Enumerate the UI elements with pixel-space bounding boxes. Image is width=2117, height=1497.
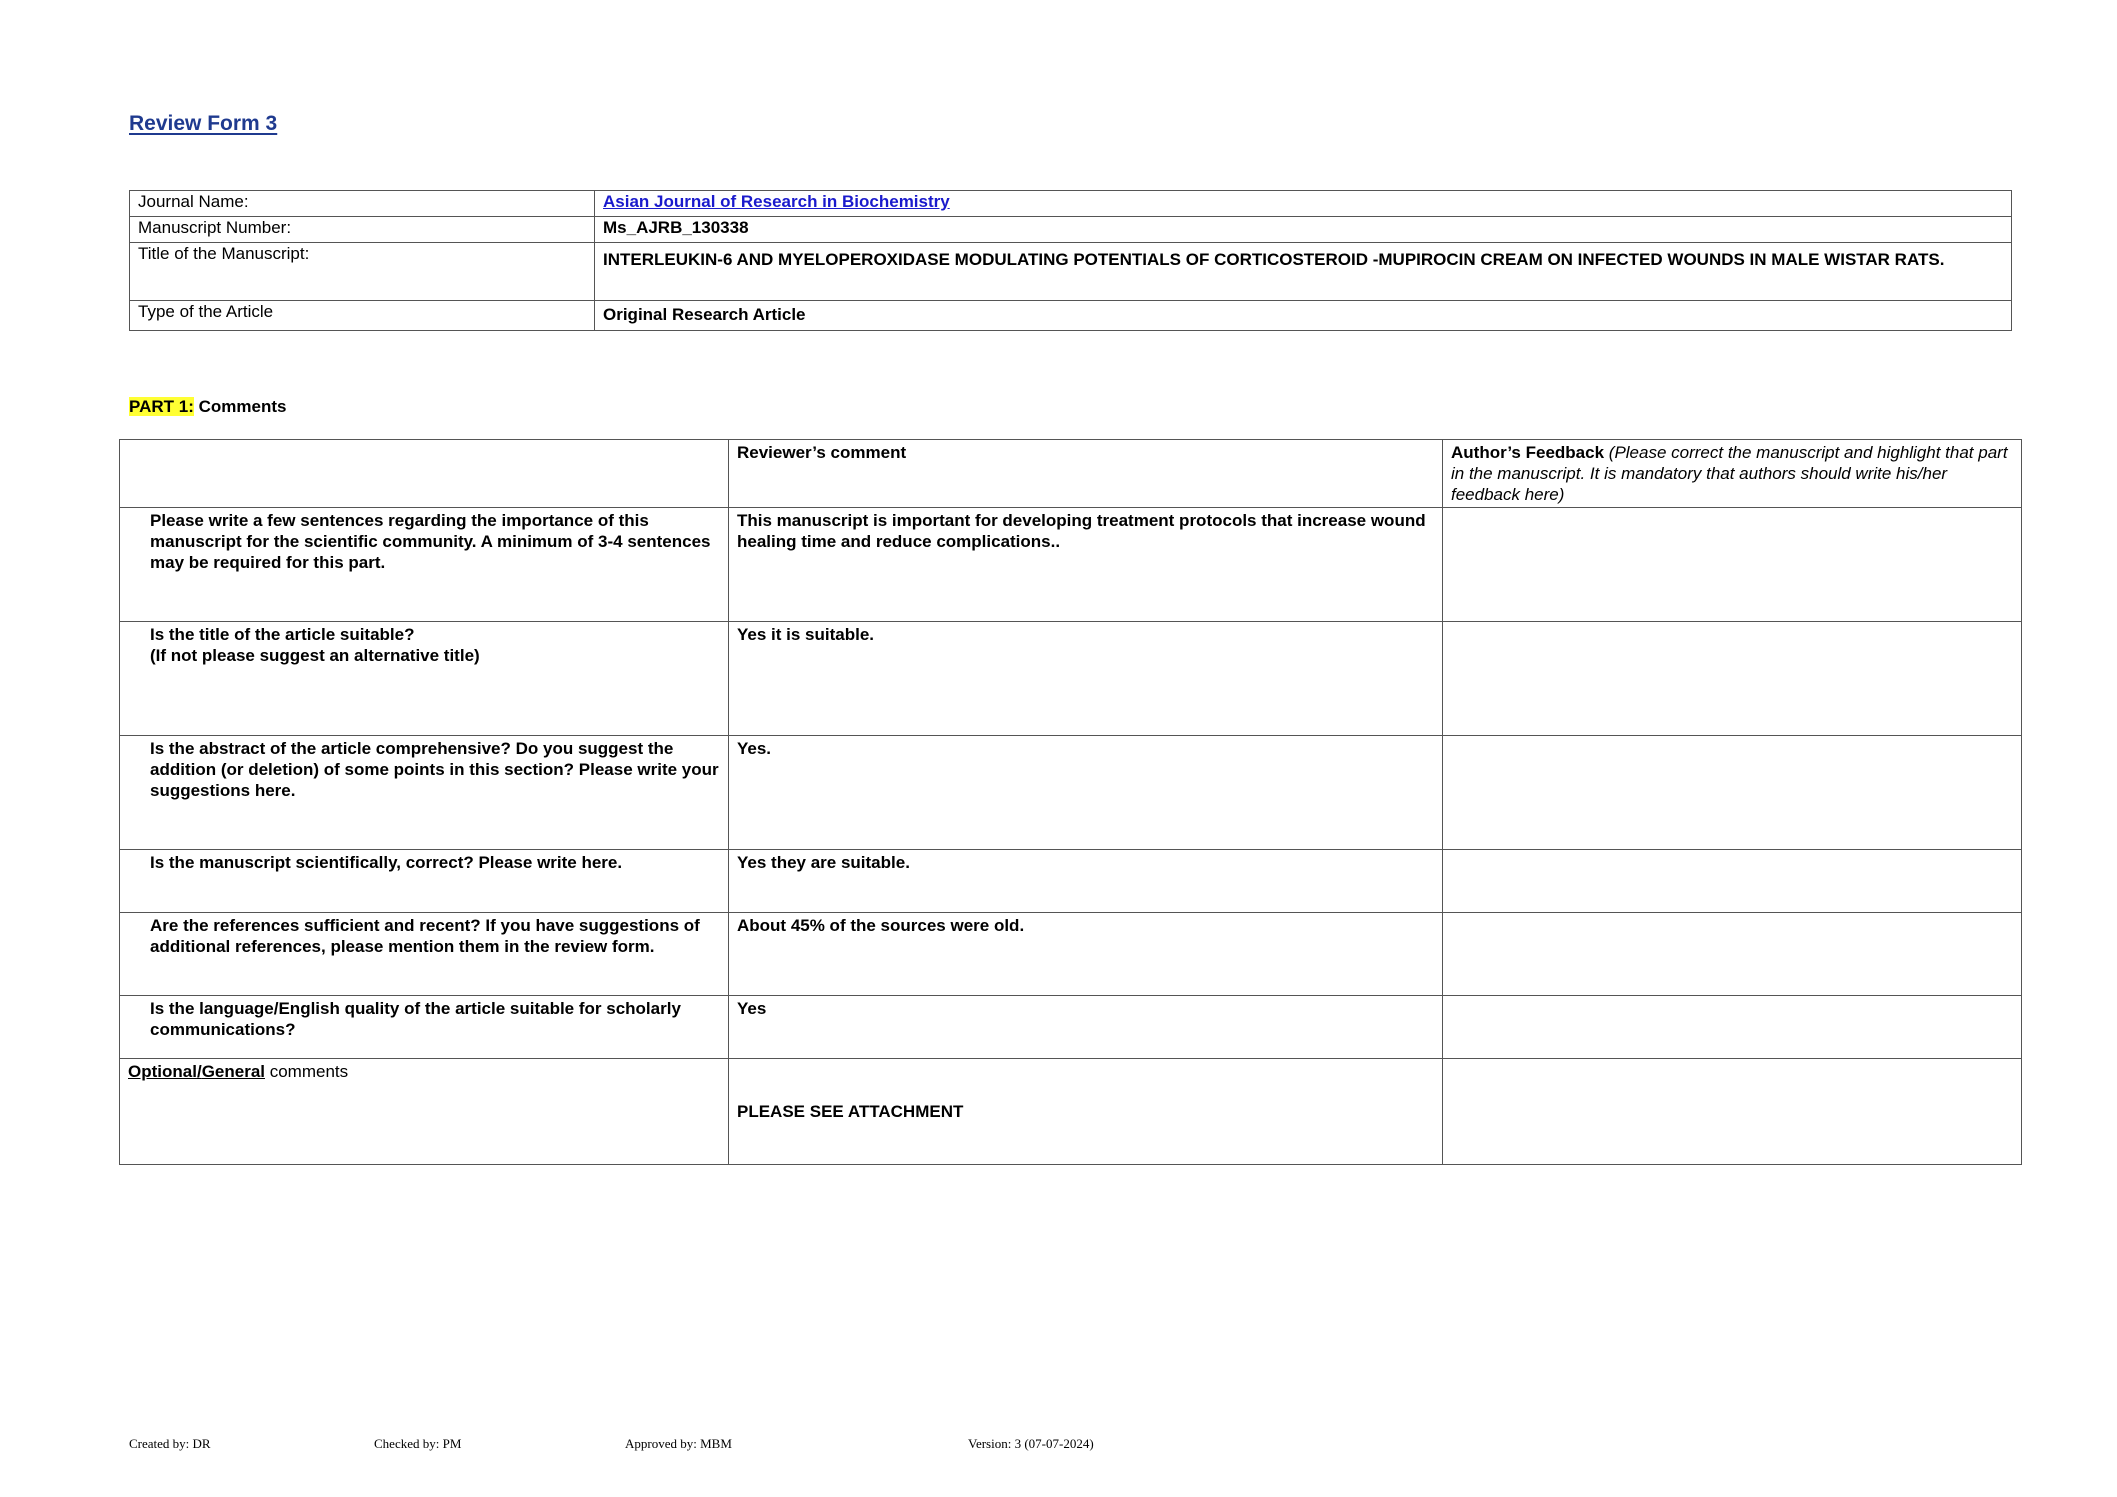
author-feedback-header xyxy=(1443,440,2022,508)
comments-word: comments xyxy=(265,1062,349,1081)
reviewer-answer-importance[interactable]: This manuscript is important for developing treatment protocols that increase wound healing time and reduce complications.. xyxy=(729,508,1443,622)
author-feedback-importance[interactable] xyxy=(1443,508,2022,622)
form-title: Review Form 3 xyxy=(129,112,278,135)
table-row xyxy=(120,622,2022,736)
journal-name-label: Journal Name: xyxy=(130,191,595,217)
author-feedback-instructions: (Please correct the manuscript and highlight that part in the manuscript. It is mandatory that authors should write his/her feedback here) xyxy=(1451,443,2008,504)
question-language: Is the language/English quality of the article suitable for scholarly communications? xyxy=(120,996,729,1059)
footer-version: Version: 3 (07-07-2024) xyxy=(968,1436,1094,1451)
question-title-line2: (If not please suggest an alternative title) xyxy=(150,646,480,665)
part1-label: PART 1: xyxy=(129,397,194,416)
reviewer-answer-abstract[interactable]: Yes. xyxy=(729,736,1443,850)
general-label: General xyxy=(201,1062,265,1081)
question-abstract: Is the abstract of the article comprehensive? Do you suggest the addition (or deletion) of some points in this section? Please write your suggestions here. xyxy=(120,736,729,850)
reviewer-answer-language[interactable]: Yes xyxy=(729,996,1443,1059)
question-importance: Please write a few sentences regarding the importance of this manuscript for the scientific community. A minimum of 3-4 sentences may be required for this part. xyxy=(120,508,729,622)
footer-approved-by: Approved by: MBM xyxy=(625,1436,732,1451)
manuscript-number-value: Ms_AJRB_130338 xyxy=(595,217,2012,243)
table-row xyxy=(120,508,2022,622)
author-feedback-language[interactable] xyxy=(1443,996,2022,1059)
reviewer-comment-header: Reviewer’s comment xyxy=(729,440,1443,508)
footer-checked-by: Checked by: PM xyxy=(374,1436,462,1451)
table-row xyxy=(120,996,2022,1059)
article-type-label: Type of the Article xyxy=(130,301,595,331)
author-feedback-abstract[interactable] xyxy=(1443,736,2022,850)
question-title-line1: Is the title of the article suitable? xyxy=(150,625,415,644)
footer-created-by: Created by: DR xyxy=(129,1436,211,1451)
optional-general-label xyxy=(120,1059,729,1165)
reviewer-optional-comment[interactable]: PLEASE SEE ATTACHMENT xyxy=(729,1059,1443,1165)
reviewer-answer-references[interactable]: About 45% of the sources were old. xyxy=(729,913,1443,996)
table-row xyxy=(120,736,2022,850)
question-references: Are the references sufficient and recent? If you have suggestions of additional references, please mention them in the review form. xyxy=(120,913,729,996)
journal-name-link[interactable]: Asian Journal of Research in Biochemistry xyxy=(603,192,950,211)
manuscript-title-value: INTERLEUKIN-6 AND MYELOPEROXIDASE MODULATING POTENTIALS OF CORTICOSTEROID -MUPIROCIN CREAM ON INFECTED WOUNDS IN MALE WISTAR RATS. xyxy=(595,243,2012,301)
article-type-value: Original Research Article xyxy=(595,301,2012,331)
journal-name-cell xyxy=(595,191,2012,217)
reviewer-answer-title[interactable]: Yes it is suitable. xyxy=(729,622,1443,736)
table-row xyxy=(120,850,2022,913)
author-feedback-title: Author’s Feedback xyxy=(1451,443,1605,462)
optional-label: Optional xyxy=(128,1062,197,1081)
part1-heading xyxy=(129,397,286,417)
part1-title: Comments xyxy=(198,397,287,416)
author-feedback-title[interactable] xyxy=(1443,622,2022,736)
header-empty-cell xyxy=(120,440,729,508)
author-feedback-scientific[interactable] xyxy=(1443,850,2022,913)
table-row xyxy=(120,1059,2022,1165)
table-row xyxy=(120,913,2022,996)
manuscript-number-label: Manuscript Number: xyxy=(130,217,595,243)
question-scientific: Is the manuscript scientifically, correct? Please write here. xyxy=(120,850,729,913)
author-feedback-optional[interactable] xyxy=(1443,1059,2022,1165)
comments-table xyxy=(119,439,2022,1165)
optional-slash: / xyxy=(196,1062,202,1081)
reviewer-answer-scientific[interactable]: Yes they are suitable. xyxy=(729,850,1443,913)
question-title xyxy=(120,622,729,736)
manuscript-info-table xyxy=(129,190,2012,331)
author-feedback-references[interactable] xyxy=(1443,913,2022,996)
manuscript-title-label: Title of the Manuscript: xyxy=(130,243,595,301)
